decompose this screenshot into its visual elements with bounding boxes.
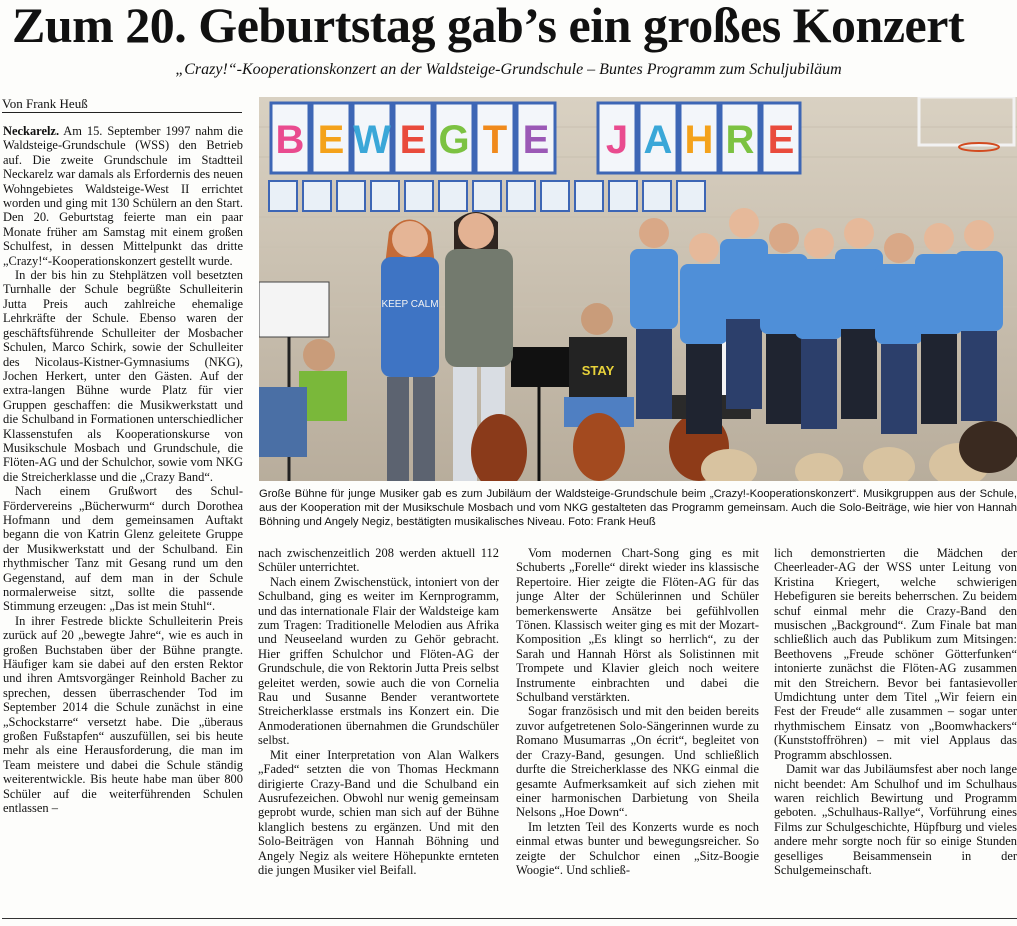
headline: Zum 20. Geburtstag gab’s ein großes Konzert (12, 0, 965, 53)
article-column-3 (516, 546, 759, 914)
dateline: Neckarelz. (3, 124, 60, 138)
choir-child-legs (921, 334, 957, 424)
banner-letter: R (725, 118, 755, 162)
banner-letter: G (438, 118, 470, 162)
banner-letter: B (275, 118, 305, 162)
banner-letter: E (767, 118, 795, 162)
choir-child-head (924, 223, 954, 253)
choir-child-shirt (630, 249, 678, 329)
banner-letter: J (605, 118, 629, 162)
photo-caption: Große Bühne für junge Musiker gab es zum Jubiläum der Waldsteige-Grundschule beim „Crazy!-Kooperationskonzert“. Musikgruppen aus der Schule, aus der Kooperation mit der Musikschule Mosbach und vom NKG gestalteten das Programm gemeinsam. Auch die Solo-Beiträge, wie hier von Hannah Böhning und Angely Negiz, bestätigten musikalisches Niveau. Foto: Frank Heuß (259, 488, 1017, 528)
choir-child-legs (766, 334, 802, 424)
article-column-2 (258, 546, 499, 914)
banner-letter: T (482, 118, 508, 162)
choir-child-legs (801, 339, 837, 429)
bottom-rule (2, 918, 1017, 919)
choir-child-head (689, 233, 719, 263)
article-paragraph: Nach einem Zwischenstück, intoniert von der Schulband, ging es weiter im Kernprogramm, und das internationale Flair der Waldsteige kam zum Tragen: Traditionelle Melodien aus Afrika und Neuseeland wurden zu Gehör gebracht. Hier griffen Schulchor und Flöten-AG der Grundschule, die von Rektorin Jutta Preis selbst geleitet werden, sowie auch die von Cornelia Rau und Susanne Bender verantwortete Streicherklasse erstmals ins Konzert ein. Die Anmoderationen übernahmen die Grundschüler selbst. (258, 574, 499, 748)
choir-child-legs (841, 329, 877, 419)
subheadline: „Crazy!“-Kooperationskonzert an der Waldsteige-Grundschule – Buntes Programm zum Schuljubiläum (175, 61, 842, 78)
article-paragraph: Nach einem Grußwort des Schul-Fördervereins „Bücherwurm“ durch Dorothea Hofmann und dem gemeinsamen Auftakt begann die von Katrin Glenz geleitete Gruppe der Musikwerkstatt und der Schulband. Ein rhythmischer Tanz mit Gesang rund um den Gegenstand, auf dem man in der Schule normalerweise sitzt, sollte die passende Stimmung erzeugen: „Das ist mein Stuhl“. (3, 484, 243, 614)
choir-child-head (729, 208, 759, 238)
concert-photo (259, 97, 1017, 481)
article-paragraph: Sogar französisch und mit den beiden bereits zuvor aufgetretenen Solo-Sängerinnen wurde zu Romano Musumarras „On écrit“, begleitet von der Crazy-Band, gesungen. Und schließlich durfte die Streicherklasse des NKG einmal die gesamte Aufmerksamkeit auf sich ziehen mit einer harmonischen Darbietung von Sheila Nelsons „Hoe Down“. (516, 704, 759, 820)
banner-letter: W (353, 118, 391, 162)
choir-child-shirt (955, 251, 1003, 331)
banner-letter: E (317, 118, 345, 162)
article-paragraph: In ihrer Festrede blickte Schulleiterin Preis zurück auf 20 „bewegte Jahre“, wie es auch in großen Buchstaben über der Bühne prangte. Häufiger kam sie dabei auf den ersten Rektor und ihren Amtsvorgänger Reinhold Bacher zu sprechen, dessen überraschender Tod im September 2014 die Schule zunächst in eine „Schockstarre“ versetzt habe. Die „überaus großen Fußstapfen“ auszufüllen, sei bis heute mehr als eine Herausforderung, die man im Team meistere und dabei die Schule ständig weiterentwickle. Bis heute habe man über 800 Schüler auf die weiterführenden Schulen entlassen – (3, 613, 243, 816)
article-column-4 (774, 546, 1017, 914)
banner-letter: A (643, 118, 673, 162)
article-paragraph: In der bis hin zu Stehplätzen voll besetzten Turnhalle der Schule begrüßte Schulleiterin Jutta Preis auch zahlreiche ehemalige Lehrkräfte der Schule. Ebenso waren der geschäftsführende Schulleiter der Mosbacher Schulen, Marco Schirk, sowie der Schulleiter des Nicolaus-Kistner-Gymnasiums (NKG), Jochen Herkert, unter den Gästen. Auf der extra-langen Bühne wurde Platz für vier Gruppen geschaffen: die Musikwerkstatt und die Schulband in Formationen unterschiedlicher Klassenstufen als Kooperationskurse von Musikschule Mosbach und Grundschule, die Flöten-AG und der Schulchor, sowie vom NKG die Streicherklasse und die „Crazy Band“. (3, 268, 243, 484)
choir-child-head (884, 233, 914, 263)
choir-child-head (964, 220, 994, 250)
article-paragraph: Mit einer Interpretation von Alan Walkers „Faded“ setzten die von Thomas Heckmann dirigierte Crazy-Band und die Schulband ein Ausrufezeichen. Obwohl nur wenig gemeinsam geprobt wurde, schien man sich auf der Bühne klanglich bestens zu ergänzen. Und mit den Solo-Beiträgen von Hannah Böhning und Angely Negiz als weitere Höhepunkte ernteten die jungen Musiker viel Beifall. (258, 747, 499, 877)
banner-letter: H (684, 118, 714, 162)
choir-child-legs (961, 331, 997, 421)
byline: Von Frank Heuß (2, 96, 88, 111)
choir-child-head (769, 223, 799, 253)
bewegte-jahre-banner (271, 103, 800, 173)
article-paragraph: Im letzten Teil des Konzerts wurde es noch einmal etwas bunter und bewegungsreicher. So zeigte der Schulchor einen „Sitz-Boogie Woogie“. Und schließ- (516, 819, 759, 877)
choir-child-legs (686, 344, 722, 434)
choir-child-legs (636, 329, 672, 419)
shirt-text: KEEP CALM (381, 299, 439, 310)
choir-child-head (844, 218, 874, 248)
article-paragraph: Damit war das Jubiläumsfest aber noch lange nicht beendet: Am Schulhof und im Schulhaus waren reichlich Bewirtung und Programm geboten. „Schulhaus-Rallye“, Vorführung eines Films zur Schulgeschichte, Hüpfburg und vieles andere mehr sorgte noch für so einige Stunden geselliges Beisammensein in der Schulgemeinschaft. (774, 762, 1017, 877)
shirt-text-2: STAY (581, 363, 615, 378)
choir-child-head (639, 218, 669, 248)
choir-child-head (804, 228, 834, 258)
article-paragraph: Vom modernen Chart-Song ging es mit Schuberts „Forelle“ direkt wieder ins klassische Repertoire. Hier zeigte die Flöten-AG für das junge Alter der Schülerinnen und Schüler bemerkenswerte Ansätze bei gefühlvollen Tönen. Klassisch weiter ging es mit der Mozart-Komposition „Es klingt so herrlich“, zu der Sarah und Hannah Hörst als Solistinnen mit Trompete und Klavier gleich noch weitere Instrumente einbrachten und dabei die Schulband verstärkten. (516, 546, 759, 705)
article-column-1 (3, 124, 243, 914)
lead-paragraph-text: Am 15. September 1997 nahm die Waldsteige-Grundschule (WSS) den Betrieb auf. Die zweite Grundschule im Stadtteil Neckarelz war damals als Erfordernis des neuen Wohngebietes Waldsteige-West II errichtet worden und ging mit 130 Schülern an den Start. Den 20. Geburtstag feierte man ein paar Monate früher am Samstag mit einem großen Schulfest, in dessen Mittelpunkt das dritte „Crazy!“-Kooperationskonzert gestellt wurde. (3, 124, 243, 268)
banner-letter: E (399, 118, 427, 162)
article-paragraph (3, 124, 243, 268)
byline-rule (2, 112, 242, 113)
article-paragraph: nach zwischenzeitlich 208 werden aktuell 112 Schüler unterrichtet. (258, 546, 499, 575)
article-paragraph: lich demonstrierten die Mädchen der Cheerleader-AG der WSS unter Leitung von Kristina Kriegert, welche schwierigen Hebefiguren sie bereits beherrschen. Zu beidem schuf einmal mehr die Crazy-Band den musischen „Background“. Zum Finale bat man schließlich auch das Publikum zum Mitsingen: Beethovens „Freude schöner Götterfunken“ intonierte zunächst die Flöten-AG zusammen mit den Streichern. Bevor bei fantasievoller Umdichtung unter dem Titel „Wir feiern ein Fest der Freude“ alle zusammen – sogar unter rhythmischem Einsatz von „Boomwhackers“ (Kunststoffröhren) – mit viel Applaus das Programm abschlossen. (774, 546, 1017, 762)
banner-letter: E (522, 118, 550, 162)
choir-child-legs (881, 344, 917, 434)
choir-child-legs (726, 319, 762, 409)
